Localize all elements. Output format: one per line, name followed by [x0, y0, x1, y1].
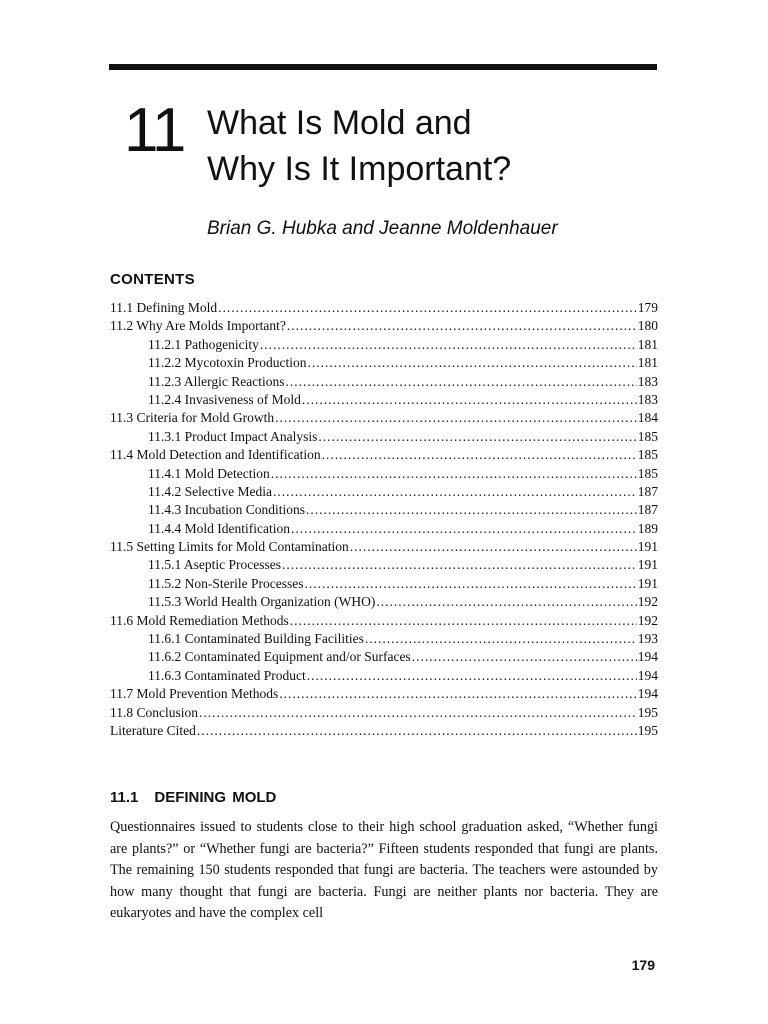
- toc-entry-page: 191: [637, 557, 658, 573]
- chapter-number: 11: [124, 96, 185, 165]
- toc-entry[interactable]: [110, 557, 658, 575]
- toc-leader-dots: [197, 723, 637, 739]
- section-title: DEFINING MOLD: [154, 789, 277, 806]
- toc-entry[interactable]: [110, 631, 658, 649]
- toc-entry-label: 11.3 Criteria for Mold Growth: [110, 410, 275, 426]
- toc-entry-label: 11.7 Mold Prevention Methods: [110, 686, 279, 702]
- toc-entry-label: 11.8 Conclusion: [110, 704, 199, 720]
- toc-entry-label: 11.6.2 Contaminated Equipment and/or Surfaces: [148, 649, 411, 665]
- top-rule: [109, 64, 657, 70]
- toc-entry-page: 194: [637, 667, 658, 683]
- toc-entry-label: 11.2 Why Are Molds Important?: [110, 318, 286, 334]
- toc-entry-label: 11.4.1 Mold Detection: [148, 465, 270, 481]
- toc-entry-page: 185: [637, 447, 658, 463]
- toc-entry[interactable]: [110, 594, 658, 612]
- toc-leader-dots: [350, 539, 637, 555]
- table-of-contents: [110, 300, 658, 741]
- toc-leader-dots: [285, 374, 636, 390]
- toc-leader-dots: [287, 318, 637, 334]
- toc-entry-label: 11.5.1 Aseptic Processes: [148, 557, 281, 573]
- toc-entry-label: Literature Cited: [110, 722, 196, 738]
- toc-entry[interactable]: [110, 576, 658, 594]
- toc-leader-dots: [199, 705, 637, 721]
- toc-entry[interactable]: [110, 502, 658, 520]
- toc-entry[interactable]: [110, 337, 658, 355]
- toc-entry-label: 11.2.2 Mycotoxin Production: [148, 355, 307, 371]
- toc-entry-page: 181: [637, 355, 658, 371]
- toc-entry-page: 189: [637, 520, 658, 536]
- toc-entry-page: 195: [637, 722, 658, 738]
- toc-entry[interactable]: [110, 410, 658, 428]
- toc-entry-label: 11.6.1 Contaminated Building Facilities: [148, 631, 364, 647]
- toc-entry-page: 179: [637, 300, 658, 315]
- toc-entry-page: 191: [637, 539, 658, 555]
- toc-entry-page: 183: [637, 373, 658, 389]
- toc-entry-label: 11.5.3 World Health Organization (WHO): [148, 594, 376, 610]
- toc-entry-label: 11.2.1 Pathogenicity: [148, 336, 259, 352]
- toc-entry[interactable]: [110, 668, 658, 686]
- toc-leader-dots: [365, 631, 637, 647]
- toc-entry[interactable]: [110, 355, 658, 373]
- toc-entry-label: 11.4 Mold Detection and Identification: [110, 447, 321, 463]
- toc-entry-page: 183: [637, 391, 658, 407]
- toc-entry[interactable]: [110, 705, 658, 723]
- toc-entry[interactable]: [110, 613, 658, 631]
- toc-leader-dots: [376, 594, 636, 610]
- toc-leader-dots: [273, 484, 637, 500]
- toc-entry-label: 11.4.2 Selective Media: [148, 483, 272, 499]
- toc-entry[interactable]: [110, 539, 658, 557]
- toc-entry[interactable]: [110, 374, 658, 392]
- toc-entry-label: 11.1 Defining Mold: [110, 300, 218, 315]
- toc-entry-label: 11.2.3 Allergic Reactions: [148, 373, 285, 389]
- toc-entry-label: 11.6.3 Contaminated Product: [148, 667, 306, 683]
- toc-entry-label: 11.5 Setting Limits for Mold Contamination: [110, 539, 349, 555]
- toc-entry[interactable]: [110, 447, 658, 465]
- toc-entry[interactable]: [110, 686, 658, 704]
- toc-leader-dots: [306, 502, 637, 518]
- toc-leader-dots: [308, 355, 637, 371]
- body-paragraph: Questionnaires issued to students close to their high school graduation asked, “Whether fungi are plants?” or “Whether fungi are bacteria?” Fifteen students responded that fungi are plants. The remaining 150 students responded that fungi are bacteria. The teachers were astounded by how many thought that fungi are bacteria. Fungi are neither plants nor bacteria. They are eukaryotes and have the complex cell: [110, 819, 658, 921]
- toc-leader-dots: [307, 668, 637, 684]
- section-number: 11.1: [110, 789, 139, 806]
- toc-leader-dots: [302, 392, 637, 408]
- chapter-authors: Brian G. Hubka and Jeanne Moldenhauer: [207, 218, 558, 239]
- toc-leader-dots: [290, 613, 637, 629]
- toc-entry-page: 192: [637, 612, 658, 628]
- toc-leader-dots: [275, 410, 637, 426]
- toc-leader-dots: [282, 557, 637, 573]
- toc-entry[interactable]: [110, 318, 658, 336]
- toc-entry-page: 181: [637, 336, 658, 352]
- toc-entry-label: 11.5.2 Non-Sterile Processes: [148, 575, 304, 591]
- contents-heading: CONTENTS: [110, 271, 195, 288]
- toc-entry[interactable]: [110, 392, 658, 410]
- toc-leader-dots: [271, 466, 637, 482]
- toc-entry-page: 194: [637, 649, 658, 665]
- chapter-title-line-2: Why Is It Important?: [207, 150, 512, 188]
- page-number: 179: [631, 957, 655, 973]
- toc-entry-page: 191: [637, 575, 658, 591]
- toc-leader-dots: [318, 429, 636, 445]
- toc-entry[interactable]: [110, 429, 658, 447]
- toc-entry-page: 192: [637, 594, 658, 610]
- toc-leader-dots: [304, 576, 636, 592]
- toc-entry-page: 187: [637, 483, 658, 499]
- toc-entry-label: 11.6 Mold Remediation Methods: [110, 612, 289, 628]
- toc-entry-page: 187: [637, 502, 658, 518]
- toc-entry-label: 11.2.4 Invasiveness of Mold: [148, 391, 301, 407]
- toc-entry[interactable]: [110, 649, 658, 667]
- toc-entry-label: 11.3.1 Product Impact Analysis: [148, 428, 318, 444]
- toc-entry[interactable]: [110, 300, 658, 318]
- toc-entry-page: 194: [637, 686, 658, 702]
- toc-entry-page: 193: [637, 631, 658, 647]
- toc-leader-dots: [218, 300, 637, 316]
- toc-entry-label: 11.4.3 Incubation Conditions: [148, 502, 305, 518]
- chapter-title: [207, 100, 647, 192]
- toc-entry-label: 11.4.4 Mold Identification: [148, 520, 290, 536]
- toc-entry-page: 185: [637, 465, 658, 481]
- toc-leader-dots: [412, 649, 637, 665]
- toc-entry-page: 185: [637, 428, 658, 444]
- toc-leader-dots: [279, 686, 637, 702]
- toc-entry[interactable]: [110, 723, 658, 741]
- toc-leader-dots: [260, 337, 637, 353]
- toc-entry-page: 184: [637, 410, 658, 426]
- toc-entry-page: 180: [637, 318, 658, 334]
- toc-entry[interactable]: [110, 521, 658, 539]
- section-heading: [110, 789, 276, 806]
- chapter-title-line-1: What Is Mold and: [207, 104, 472, 142]
- toc-entry[interactable]: [110, 466, 658, 484]
- section-body: [110, 817, 658, 925]
- toc-leader-dots: [322, 447, 637, 463]
- toc-entry-page: 195: [637, 704, 658, 720]
- toc-leader-dots: [291, 521, 637, 537]
- toc-entry[interactable]: [110, 484, 658, 502]
